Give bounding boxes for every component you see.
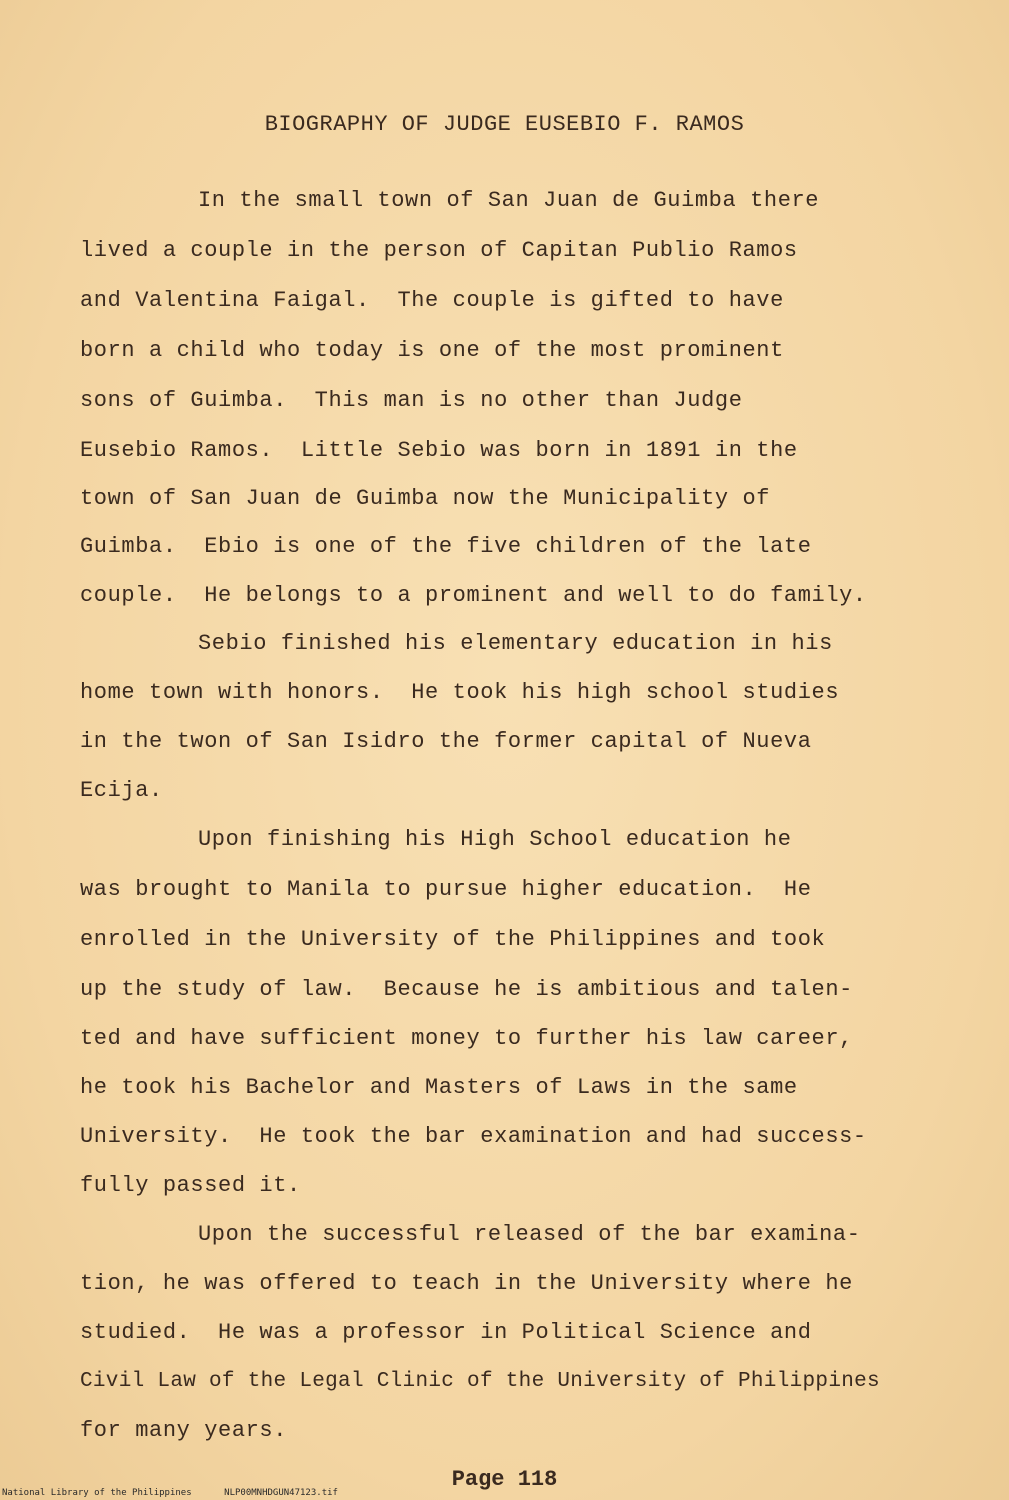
archive-footer: National Library of the Philippines NLP00MNHDGUN47123.tif (2, 1488, 338, 1498)
text-line: fully passed it. (80, 1173, 301, 1198)
text-line: in the twon of San Isidro the former capital of Nueva (80, 729, 812, 754)
text-line: for many years. (80, 1418, 288, 1443)
text-line: lived a couple in the person of Capitan Publio Ramos (80, 238, 798, 263)
text-line: In the small town of San Juan de Guimba there (198, 188, 820, 213)
text-line: he took his Bachelor and Masters of Laws in the same (80, 1075, 798, 1100)
document-title: BIOGRAPHY OF JUDGE EUSEBIO F. RAMOS (264, 112, 745, 137)
text-line: couple. He belongs to a prominent and well to do family. (80, 583, 867, 608)
text-line: University. He took the bar examination and had success- (80, 1124, 867, 1149)
text-line: Guimba. Ebio is one of the five children of the late (80, 534, 812, 559)
text-line: up the study of law. Because he is ambitious and talen- (80, 977, 853, 1002)
text-line: born a child who today is one of the most prominent (80, 338, 784, 363)
text-line: Upon finishing his High School education he (198, 827, 792, 852)
text-line: and Valentina Faigal. The couple is gifted to have (80, 288, 784, 313)
text-line: home town with honors. He took his high school studies (80, 680, 840, 705)
text-line: town of San Juan de Guimba now the Municipality of (80, 486, 771, 511)
text-line: Upon the successful released of the bar examina- (198, 1222, 861, 1247)
text-line: studied. He was a professor in Political Science and (80, 1320, 812, 1345)
text-line: was brought to Manila to pursue higher education. He (80, 877, 812, 902)
text-line: sons of Guimba. This man is no other than Judge (80, 388, 743, 413)
text-line: Civil Law of the Legal Clinic of the University of Philippines (80, 1370, 880, 1393)
text-line: ted and have sufficient money to further his law career, (80, 1026, 853, 1051)
text-line: Sebio finished his elementary education in his (198, 631, 833, 656)
text-line: enrolled in the University of the Philippines and took (80, 927, 826, 952)
text-line: tion, he was offered to teach in the University where he (80, 1271, 853, 1296)
page-number: Page 118 (451, 1467, 558, 1492)
text-line: Eusebio Ramos. Little Sebio was born in 1891 in the (80, 438, 798, 463)
text-line: Ecija. (80, 778, 163, 803)
